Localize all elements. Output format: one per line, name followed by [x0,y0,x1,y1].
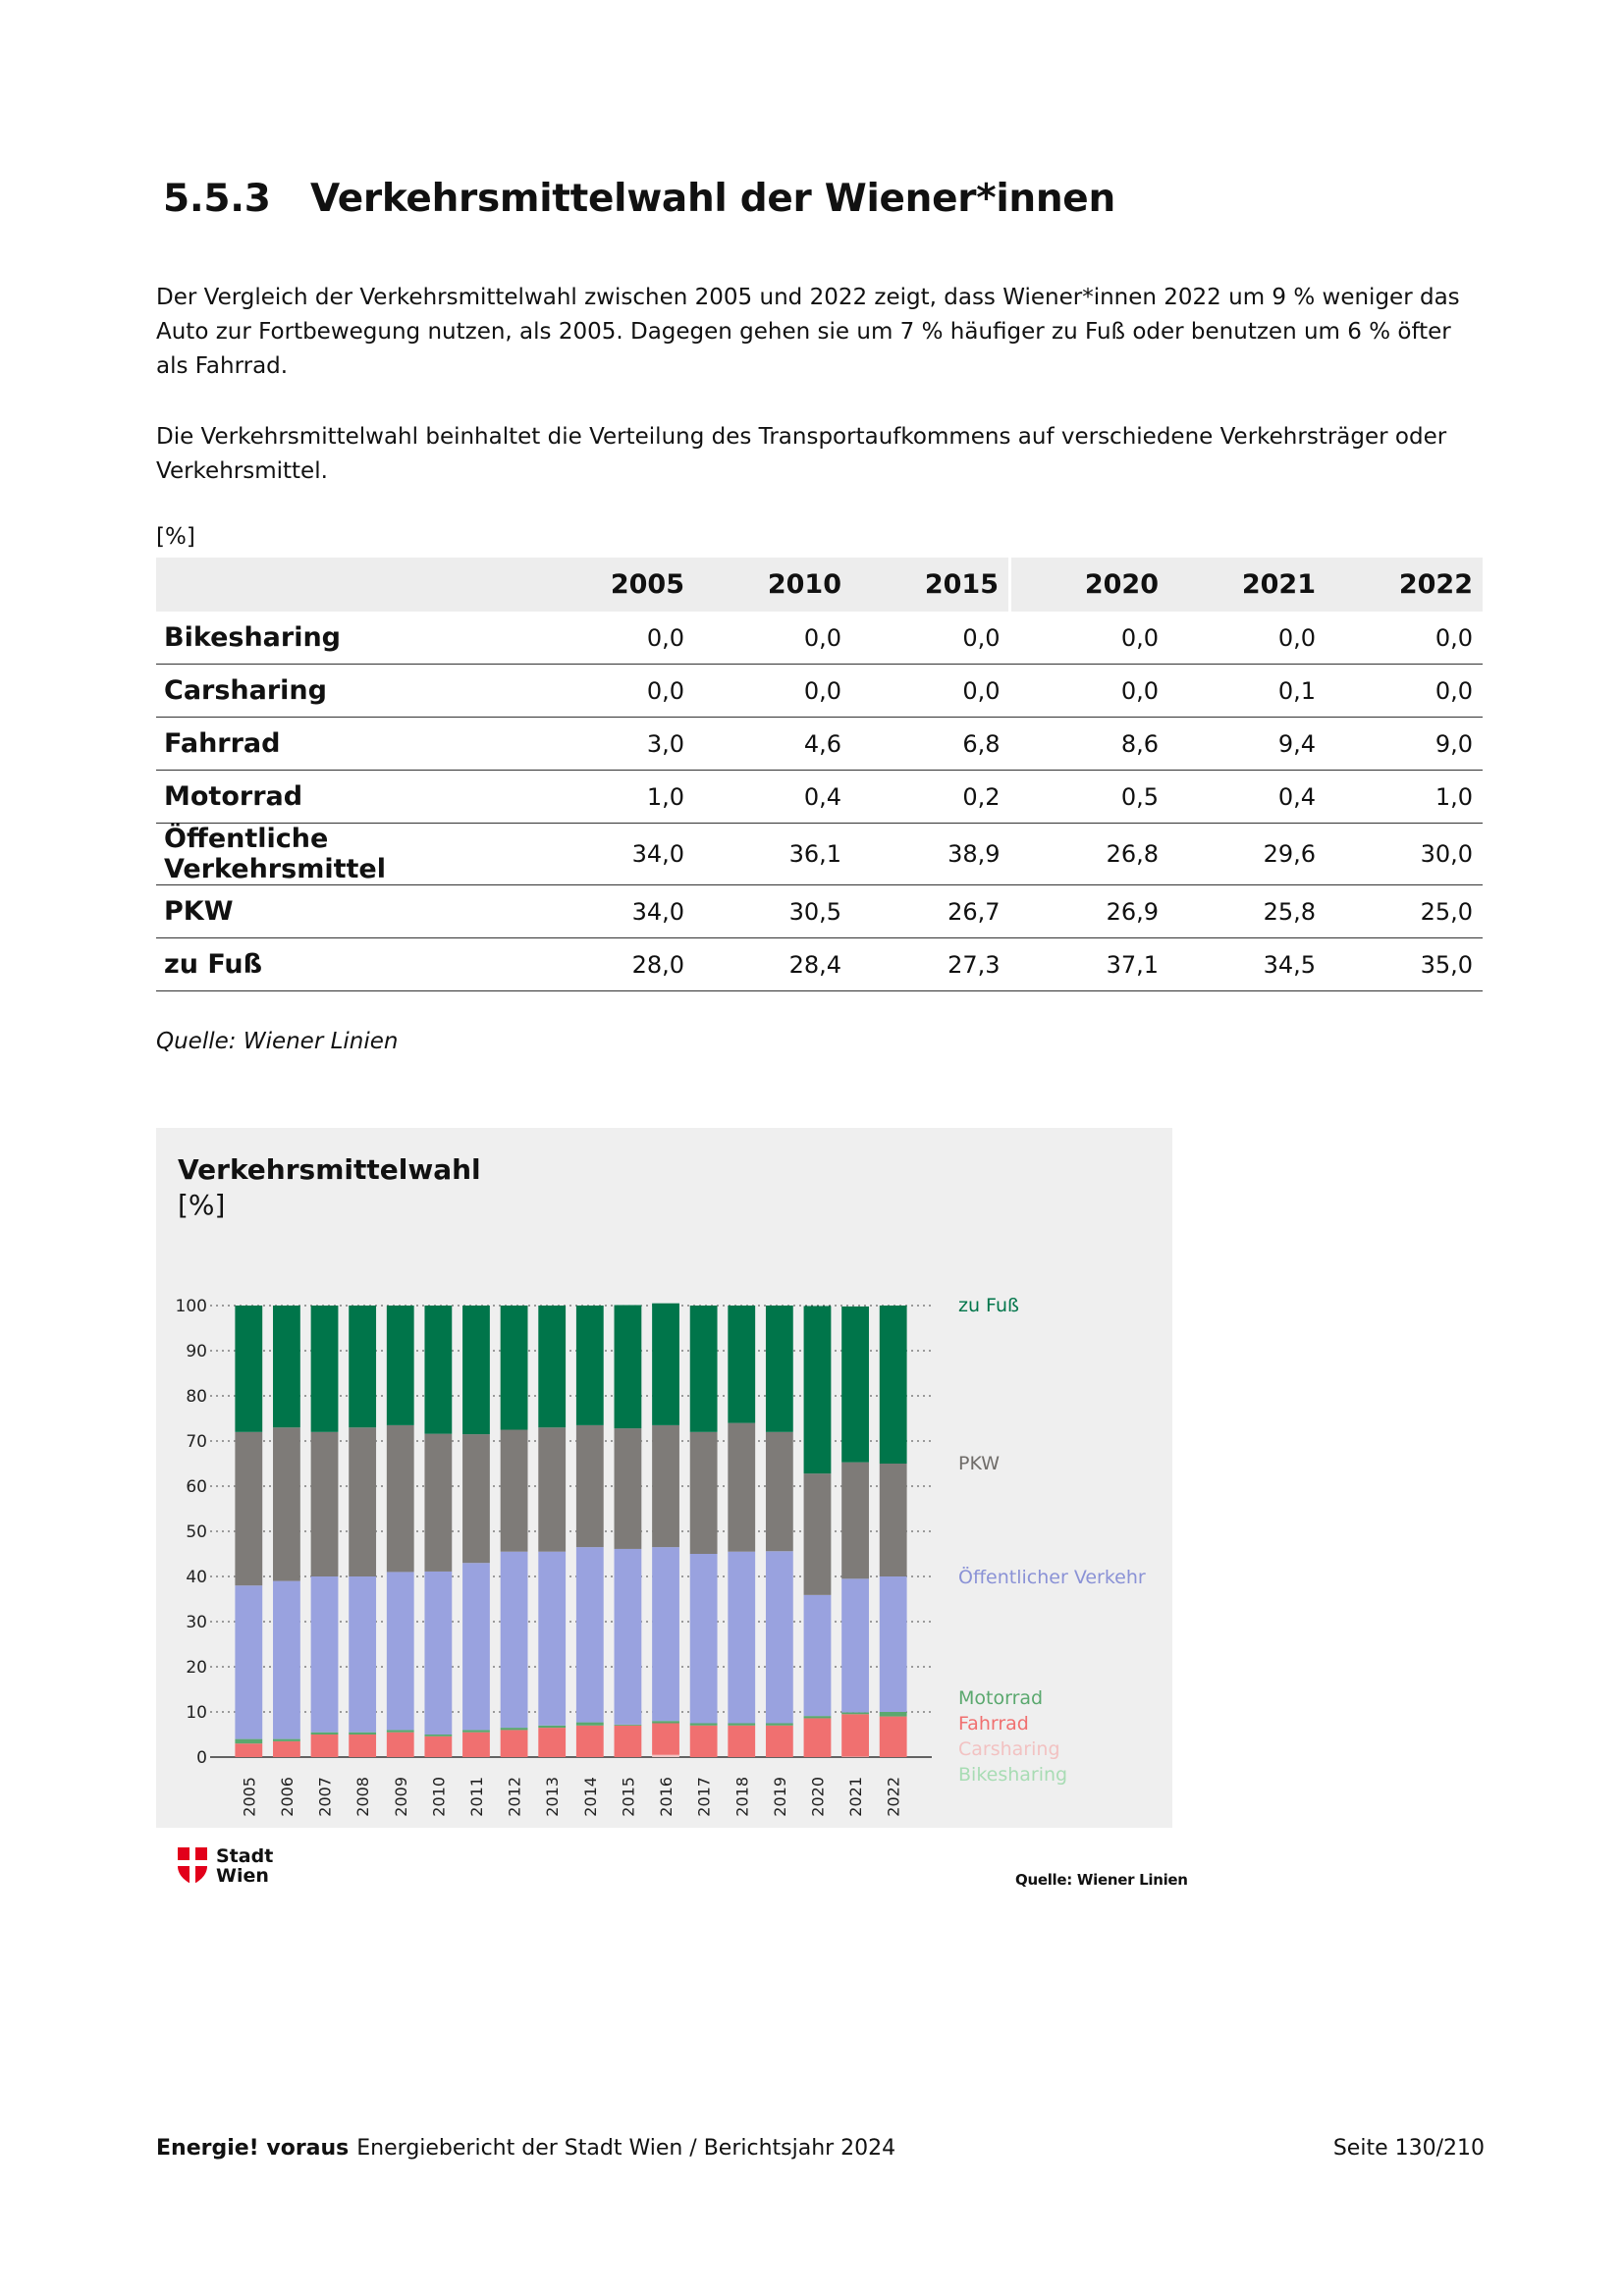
table-cell: 9,0 [1326,718,1483,771]
table-cell: 27,3 [851,938,1010,991]
table-cell: 30,0 [1326,824,1483,885]
table-cell: 34,0 [537,885,694,938]
bar-segment [690,1554,718,1724]
bar-segment [880,1576,907,1712]
paragraph-intro: Der Vergleich der Verkehrsmittelwahl zwischen 2005 und 2022 zeigt, dass Wiener*innen 2022 um 9 % weniger das Auto zur Fortbewegung nutzen, als 2005. Dagegen gehen sie um 7 % häufiger zu Fuß oder benutzen um 6 % öfter als Fahrrad. [156,285,1460,379]
x-tick-label: 2017 [694,1777,714,1817]
bar-segment [462,1730,490,1732]
bar-segment [880,1306,907,1464]
table-header-row [156,558,1483,612]
bar-segment [804,1473,832,1595]
y-tick-label: 80 [186,1387,207,1407]
bar-segment [462,1563,490,1730]
bar-segment [349,1576,376,1733]
bar-segment [880,1717,907,1757]
bar-segment [501,1306,528,1430]
bar-segment [766,1432,793,1551]
bar-segment [804,1595,832,1716]
bar-segment [615,1306,642,1429]
bar-segment [841,1714,869,1756]
bar-segment [501,1730,528,1757]
bar-segment [538,1306,566,1427]
section-title: Verkehrsmittelwahl der Wiener*innen [310,177,1115,221]
bar-segment [652,1755,679,1757]
bar-segment [766,1306,793,1432]
table-cell: 0,0 [1168,612,1326,665]
bar-segment [273,1427,300,1580]
table-cell: 26,7 [851,885,1010,938]
table-row [156,718,1483,771]
bar-segment [804,1716,832,1718]
bar-segment [424,1434,452,1572]
table-cell: 37,1 [1010,938,1169,991]
bar-segment [880,1464,907,1576]
table-unit: [%] [156,524,195,550]
table-cell: 0,0 [537,612,694,665]
chart-source: Quelle: Wiener Linien [1015,1871,1188,1889]
y-tick-label: 10 [186,1703,207,1723]
bar-segment [273,1741,300,1757]
legend-label: PKW [958,1453,1001,1474]
table-row [156,885,1483,938]
x-tick-label: 2008 [353,1777,373,1817]
bar-segment [501,1552,528,1728]
bar-segment [804,1306,832,1473]
table-header-year: 2021 [1168,558,1326,612]
legend-label: zu Fuß [958,1295,1019,1316]
table-row-label: Fahrrad [156,718,537,771]
x-tick-label: 2016 [657,1777,677,1817]
table-cell: 34,5 [1168,938,1326,991]
bar-segment [841,1578,869,1712]
bar-segment [349,1733,376,1735]
table-cell: 0,4 [1168,771,1326,824]
bar-segment [728,1552,755,1724]
table-header-year: 2010 [694,558,851,612]
x-tick-label: 2014 [580,1777,600,1817]
bar-segment [387,1306,414,1425]
bar-segment [615,1549,642,1725]
bar-segment [387,1733,414,1757]
wien-shield-icon [177,1846,208,1886]
table-cell: 30,5 [694,885,851,938]
table-cell: 35,0 [1326,938,1483,991]
table-cell: 29,6 [1168,824,1326,885]
y-tick-label: 70 [186,1432,207,1452]
y-tick-label: 50 [186,1522,207,1542]
table-cell: 38,9 [851,824,1010,885]
bar-segment [235,1743,262,1757]
x-tick-label: 2006 [277,1777,297,1817]
table-cell: 0,0 [1010,612,1169,665]
table-cell: 0,0 [694,612,851,665]
table-cell: 9,4 [1168,718,1326,771]
x-tick-label: 2007 [315,1777,335,1817]
bar-segment [273,1581,300,1739]
bar-segment [273,1306,300,1427]
bar-segment [652,1304,679,1425]
bar-segment [538,1552,566,1726]
bar-segment [690,1724,718,1726]
table-cell: 25,0 [1326,885,1483,938]
section-heading [163,177,1115,221]
footer-brand: Energie! voraus [156,2136,350,2161]
x-tick-label: 2015 [619,1777,638,1817]
bar-segment [652,1425,679,1547]
bar-segment [235,1739,262,1744]
bar-segment [804,1718,832,1757]
chart-unit: [%] [178,1189,226,1221]
table-header-year: 2015 [851,558,1010,612]
bar-segment [880,1712,907,1717]
logo-line: Stadt [216,1845,274,1867]
bar-segment [349,1427,376,1576]
section-number: 5.5.3 [163,177,271,221]
x-tick-label: 2020 [808,1777,828,1817]
footer-left [156,2136,895,2161]
table-cell: 0,0 [694,665,851,718]
bar-segment [690,1432,718,1554]
bar-segment [235,1432,262,1585]
bar-segment [501,1728,528,1730]
table-cell: 0,1 [1168,665,1326,718]
bar-segment [462,1733,490,1757]
table-row [156,665,1483,718]
y-tick-label: 60 [186,1477,207,1497]
table-row [156,612,1483,665]
page-number: Seite 130/210 [1332,2136,1485,2161]
stacked-bar-chart [156,1128,1172,1828]
y-tick-label: 30 [186,1613,207,1632]
x-tick-label: 2021 [846,1777,866,1817]
table-cell: 1,0 [1326,771,1483,824]
table-cell: 0,0 [851,612,1010,665]
table-header-empty [156,558,537,612]
bar-segment [690,1726,718,1757]
table-row-label: Bikesharing [156,612,537,665]
bar-segment [766,1551,793,1723]
bar-segment [235,1585,262,1738]
bar-segment [311,1306,339,1432]
bar-segment [615,1428,642,1549]
bar-segment [387,1425,414,1573]
table-header-year: 2020 [1010,558,1169,612]
bar-segment [424,1306,452,1434]
chart-panel [156,1128,1172,1828]
x-tick-label: 2005 [240,1777,259,1817]
y-tick-label: 40 [186,1568,207,1587]
bar-segment [728,1726,755,1757]
bar-segment [235,1306,262,1432]
table-header-year: 2005 [537,558,694,612]
y-tick-label: 0 [196,1748,207,1768]
bar-segment [728,1306,755,1423]
table-cell: 0,0 [851,665,1010,718]
table-cell: 25,8 [1168,885,1326,938]
table-cell: 8,6 [1010,718,1169,771]
bar-segment [652,1547,679,1721]
table-row-label: Carsharing [156,665,537,718]
x-tick-label: 2022 [884,1777,903,1817]
table-row [156,771,1483,824]
bar-segment [690,1306,718,1432]
bar-segment [576,1726,604,1757]
table-cell: 0,2 [851,771,1010,824]
y-tick-label: 90 [186,1342,207,1362]
bar-segment [538,1427,566,1552]
y-tick-label: 100 [175,1297,207,1316]
bar-segment [387,1730,414,1732]
bar-segment [576,1306,604,1425]
table-cell: 0,0 [1010,665,1169,718]
chart-title: Verkehrsmittelwahl [178,1153,481,1186]
table-cell: 1,0 [537,771,694,824]
x-tick-label: 2012 [505,1777,524,1817]
bar-segment [311,1576,339,1733]
table-cell: 3,0 [537,718,694,771]
bar-segment [766,1726,793,1757]
table-cell: 28,4 [694,938,851,991]
bar-segment [615,1725,642,1726]
bar-segment [462,1434,490,1563]
bar-segment [576,1547,604,1722]
paragraph-definition: Die Verkehrsmittelwahl beinhaltet die Verteilung des Transportaufkommens auf verschiedene Verkehrsträger oder Verkehrsmittel. [156,424,1447,484]
table-cell: 36,1 [694,824,851,885]
x-tick-label: 2009 [391,1777,410,1817]
table-row-label: PKW [156,885,537,938]
bar-segment [462,1306,490,1434]
bar-segment [387,1572,414,1730]
table-cell: 0,0 [537,665,694,718]
bar-segment [538,1728,566,1757]
bar-segment [728,1423,755,1552]
bar-segment [424,1572,452,1735]
legend-label: Fahrrad [958,1713,1029,1735]
bar-segment [424,1735,452,1736]
bar-segment [424,1736,452,1757]
y-tick-label: 20 [186,1658,207,1678]
table-row [156,938,1483,991]
bar-segment [311,1733,339,1735]
bar-segment [652,1724,679,1755]
bar-segment [501,1430,528,1552]
footer-report: Energiebericht der Stadt Wien / Berichtsjahr 2024 [356,2136,896,2161]
table-cell: 0,0 [1326,665,1483,718]
bar-segment [311,1735,339,1757]
x-tick-label: 2019 [770,1777,789,1817]
table-header-year: 2022 [1326,558,1483,612]
bar-segment [615,1726,642,1757]
legend-label: Carsharing [958,1738,1060,1760]
bar-segment [652,1721,679,1723]
bar-segment [576,1425,604,1547]
legend-label: Motorrad [958,1687,1044,1709]
bar-segment [728,1724,755,1726]
table-row-label: Öffentliche Verkehrsmittel [156,824,537,885]
bar-segment [311,1432,339,1576]
x-tick-label: 2018 [732,1777,752,1817]
table-row [156,824,1483,885]
table-cell: 4,6 [694,718,851,771]
table-cell: 0,4 [694,771,851,824]
table-cell: 6,8 [851,718,1010,771]
table-row-label: zu Fuß [156,938,537,991]
bar-segment [349,1735,376,1757]
bar-segment [349,1306,376,1427]
modal-split-table [156,558,1483,991]
legend-label: Bikesharing [958,1764,1068,1786]
bar-segment [766,1724,793,1726]
legend-label: Öffentlicher Verkehr [958,1567,1146,1588]
table-source: Quelle: Wiener Linien [156,1029,399,1054]
logo-line: Wien [216,1865,269,1887]
table-cell: 26,9 [1010,885,1169,938]
bar-segment [841,1463,869,1579]
table-cell: 0,0 [1326,612,1483,665]
bar-segment [841,1307,869,1463]
x-tick-label: 2011 [466,1777,486,1817]
table-cell: 0,5 [1010,771,1169,824]
bar-segment [538,1726,566,1728]
table-cell: 26,8 [1010,824,1169,885]
x-tick-label: 2010 [429,1777,449,1817]
table-cell: 28,0 [537,938,694,991]
bar-segment [576,1723,604,1726]
bar-segment [841,1712,869,1714]
x-tick-label: 2013 [543,1777,563,1817]
table-cell: 34,0 [537,824,694,885]
bar-segment [273,1739,300,1741]
stadt-wien-logo [177,1846,273,1886]
table-row-label: Motorrad [156,771,537,824]
